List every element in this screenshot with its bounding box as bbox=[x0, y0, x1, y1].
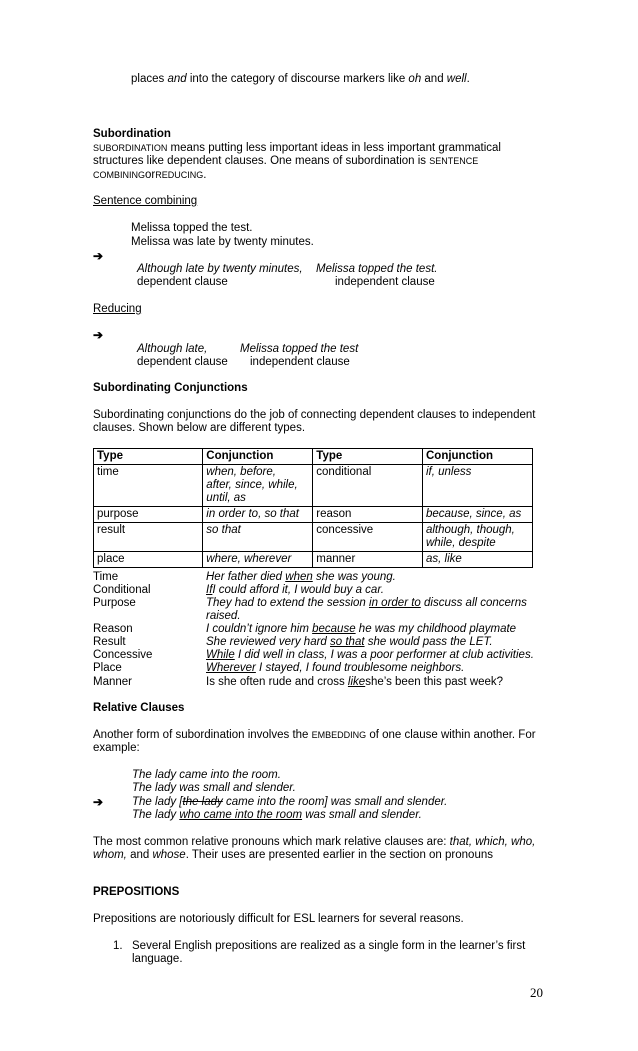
table-header-cell: Type bbox=[313, 449, 423, 465]
table-cell: if, unless bbox=[422, 465, 532, 507]
table-cell: as, like bbox=[422, 552, 532, 568]
example-sentence: Her father died when she was young. bbox=[206, 571, 396, 583]
table-cell: concessive bbox=[313, 523, 423, 552]
sc-label-dependent: dependent clause bbox=[137, 276, 228, 288]
prepositions-list-item-line-1: Several English prepositions are realized as a single form in the learner’s first bbox=[132, 940, 526, 952]
relative-heading: Relative Clauses bbox=[93, 702, 185, 714]
table-cell: manner bbox=[313, 552, 423, 568]
sc-arrow-icon: ➔ bbox=[93, 249, 104, 263]
table-header-cell: Conjunction bbox=[203, 449, 313, 465]
example-sentence: While I did well in class, I was a poor performer at club activities. bbox=[206, 649, 534, 661]
subconj-para-2: clauses. Shown below are different types. bbox=[93, 422, 306, 434]
relative-pronouns-line-2: whom, and whose. Their uses are presented earlier in the section on pronouns bbox=[93, 849, 493, 861]
relative-example-1: The lady came into the room. bbox=[132, 769, 281, 781]
reducing-dependent: Although late, bbox=[137, 343, 208, 355]
example-type: Time bbox=[93, 571, 119, 583]
table-cell: result bbox=[94, 523, 203, 552]
reducing-heading: Reducing bbox=[93, 303, 142, 315]
top-line: places and into the category of discourse markers like oh and well. bbox=[131, 73, 470, 85]
relative-pronouns-line-1: The most common relative pronouns which mark relative clauses are: that, which, who, bbox=[93, 836, 536, 848]
example-sentence: I couldn’t ignore him because he was my childhood playmate bbox=[206, 623, 517, 635]
reducing-independent: Melissa topped the test bbox=[240, 343, 359, 355]
table-cell: where, wherever bbox=[203, 552, 313, 568]
sc-label-independent: independent clause bbox=[335, 276, 435, 288]
subordination-line-2: structures like dependent clauses. One means of subordination is SENTENCE bbox=[93, 155, 479, 167]
reducing-label-independent: independent clause bbox=[250, 356, 350, 368]
relative-example-2: The lady was small and slender. bbox=[132, 782, 296, 794]
table-cell: conditional bbox=[313, 465, 423, 507]
table-row bbox=[94, 552, 533, 568]
subconj-heading: Subordinating Conjunctions bbox=[93, 382, 248, 394]
table-header-cell: Conjunction bbox=[422, 449, 532, 465]
table-header-row bbox=[94, 449, 533, 465]
example-type: Result bbox=[93, 636, 126, 648]
example-sentence-cont: raised. bbox=[206, 610, 241, 622]
sc-result-independent: Melissa topped the test. bbox=[316, 263, 438, 275]
subconj-para-1: Subordinating conjunctions do the job of connecting dependent clauses to independent bbox=[93, 409, 536, 421]
table-cell: reason bbox=[313, 507, 423, 523]
prepositions-para: Prepositions are notoriously difficult for ESL learners for several reasons. bbox=[93, 913, 464, 925]
reducing-arrow-icon: ➔ bbox=[93, 328, 104, 342]
relative-example-3: The lady [the lady came into the room] was small and slender. bbox=[132, 796, 448, 808]
example-sentence: She reviewed very hard so that she would pass the LET. bbox=[206, 636, 493, 648]
table-cell: when, before, after, since, while, until, as bbox=[203, 465, 313, 507]
example-type: Manner bbox=[93, 676, 132, 688]
prepositions-heading: PREPOSITIONS bbox=[93, 886, 180, 898]
example-type: Conditional bbox=[93, 584, 151, 596]
example-type: Reason bbox=[93, 623, 133, 635]
prepositions-list-number: 1. bbox=[113, 940, 123, 952]
table-row bbox=[94, 465, 533, 507]
table-cell: purpose bbox=[94, 507, 203, 523]
example-type: Concessive bbox=[93, 649, 153, 661]
example-type: Place bbox=[93, 662, 122, 674]
table-row bbox=[94, 507, 533, 523]
relative-example-4: The lady who came into the room was small and slender. bbox=[132, 809, 422, 821]
example-sentence: Wherever I stayed, I found troublesome neighbors. bbox=[206, 662, 465, 674]
table-cell: in order to, so that bbox=[203, 507, 313, 523]
table-cell: because, since, as bbox=[422, 507, 532, 523]
example-sentence: They had to extend the session in order to discuss all concerns bbox=[206, 597, 527, 609]
reducing-label-dependent: dependent clause bbox=[137, 356, 228, 368]
relative-para-2: example: bbox=[93, 742, 140, 754]
relative-para-1: Another form of subordination involves the EMBEDDING of one clause within another. For bbox=[93, 729, 536, 741]
table-cell: place bbox=[94, 552, 203, 568]
subordination-line-3: COMBININGorREDUCING. bbox=[93, 169, 207, 181]
prepositions-list-item-line-2: language. bbox=[132, 953, 183, 965]
conjunction-table bbox=[93, 448, 533, 568]
example-sentence: Is she often rude and cross likeshe’s been this past week? bbox=[206, 676, 504, 688]
example-type: Purpose bbox=[93, 597, 136, 609]
sc-sentence-1: Melissa topped the test. bbox=[131, 222, 253, 234]
sc-result-dependent: Although late by twenty minutes, bbox=[137, 263, 303, 275]
table-cell: although, though, while, despite bbox=[422, 523, 532, 552]
table-cell: so that bbox=[203, 523, 313, 552]
sentence-combining-heading: Sentence combining bbox=[93, 195, 198, 207]
table-header-cell: Type bbox=[94, 449, 203, 465]
table-row bbox=[94, 523, 533, 552]
table-cell: time bbox=[94, 465, 203, 507]
sc-sentence-2: Melissa was late by twenty minutes. bbox=[131, 236, 314, 248]
subordination-heading: Subordination bbox=[93, 128, 171, 140]
example-sentence: IfI could afford it, I would buy a car. bbox=[206, 584, 384, 596]
subordination-line-1: SUBORDINATION means putting less important ideas in less important grammatical bbox=[93, 142, 501, 154]
relative-arrow-icon: ➔ bbox=[93, 795, 104, 809]
page-number: 20 bbox=[530, 985, 543, 1000]
